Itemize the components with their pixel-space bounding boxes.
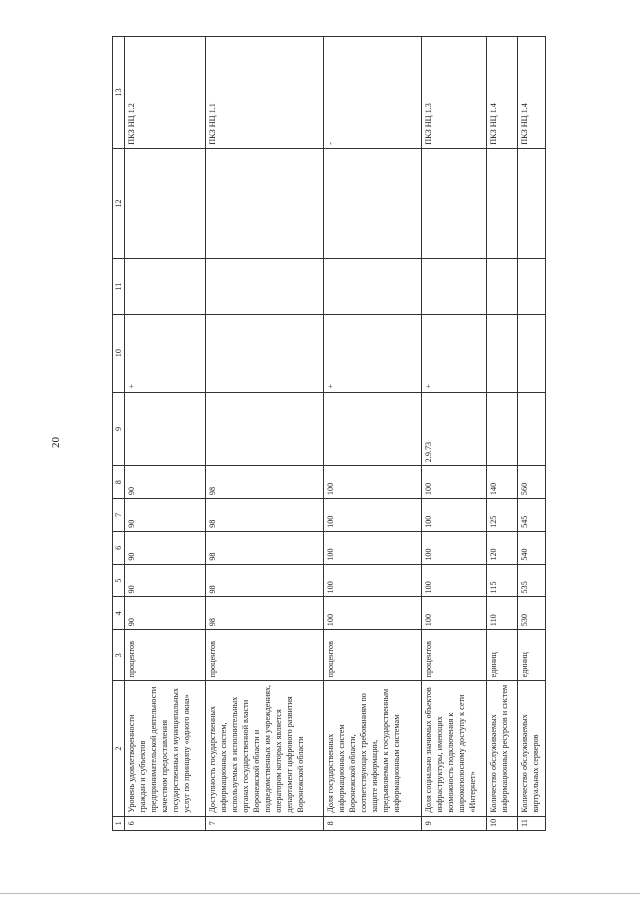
page-number: 20 bbox=[50, 437, 62, 448]
value-cell: 100 bbox=[421, 597, 487, 630]
indicator-name: Доступность государственных информационных систем, используемых в исполнительных органах государственной власти Воронежской области и подведомственных им учреждениях, оператором которых является департамент цифрового развития Воронежской области bbox=[205, 681, 323, 816]
value-cell bbox=[125, 148, 206, 259]
value-cell bbox=[205, 392, 323, 466]
row-number: 7 bbox=[205, 816, 323, 830]
header-cell: 2 bbox=[113, 681, 125, 816]
row-number: 6 bbox=[125, 816, 206, 830]
value-cell: 115 bbox=[487, 564, 517, 597]
value-cell bbox=[125, 259, 206, 314]
value-cell: 90 bbox=[125, 499, 206, 532]
header-cell: 13 bbox=[113, 37, 125, 149]
header-cell: 1 bbox=[113, 816, 125, 830]
value-cell: 140 bbox=[487, 466, 517, 499]
value-cell bbox=[205, 148, 323, 259]
indicator-name: Количество обслуживаемых информационных ресурсов и систем bbox=[487, 681, 517, 816]
table-row bbox=[421, 37, 487, 831]
table-row bbox=[517, 37, 545, 831]
value-cell bbox=[125, 392, 206, 466]
indicator-name: Доля государственных информационных систем Воронежской области, соответствующих требованиям по защите информации, предъявляемым к государственным информационным системам bbox=[323, 681, 421, 816]
code-cell: ПКЗ НЦ 1.2 bbox=[125, 37, 206, 149]
value-cell bbox=[487, 392, 517, 466]
table-row bbox=[323, 37, 421, 831]
value-cell: 540 bbox=[517, 531, 545, 564]
value-cell: + bbox=[323, 314, 421, 392]
value-cell: 545 bbox=[517, 499, 545, 532]
header-cell: 8 bbox=[113, 466, 125, 499]
unit-cell: процентов bbox=[205, 630, 323, 681]
value-cell: 100 bbox=[323, 466, 421, 499]
value-cell: 100 bbox=[421, 499, 487, 532]
code-cell: ПКЗ НЦ 1.3 bbox=[421, 37, 487, 149]
table-row bbox=[205, 37, 323, 831]
unit-cell: процентов bbox=[421, 630, 487, 681]
unit-cell: единиц bbox=[517, 630, 545, 681]
value-cell bbox=[205, 314, 323, 392]
row-number: 9 bbox=[421, 816, 487, 830]
header-cell: 9 bbox=[113, 392, 125, 466]
value-cell: 560 bbox=[517, 466, 545, 499]
value-cell: 100 bbox=[323, 597, 421, 630]
value-cell: 100 bbox=[421, 466, 487, 499]
value-cell: 90 bbox=[125, 531, 206, 564]
indicator-name: Количество обслуживаемых виртуальных серверов bbox=[517, 681, 545, 816]
value-cell bbox=[517, 314, 545, 392]
value-cell bbox=[323, 259, 421, 314]
row-number: 11 bbox=[517, 816, 545, 830]
value-cell bbox=[323, 148, 421, 259]
unit-cell: процентов bbox=[323, 630, 421, 681]
value-cell: 125 bbox=[487, 499, 517, 532]
header-cell: 7 bbox=[113, 499, 125, 532]
header-cell: 4 bbox=[113, 597, 125, 630]
row-number: 8 bbox=[323, 816, 421, 830]
value-cell: 110 bbox=[487, 597, 517, 630]
value-cell: 2.9.73 bbox=[421, 392, 487, 466]
value-cell bbox=[517, 392, 545, 466]
value-cell: 100 bbox=[421, 531, 487, 564]
header-cell: 3 bbox=[113, 630, 125, 681]
value-cell: 535 bbox=[517, 564, 545, 597]
value-cell bbox=[487, 314, 517, 392]
header-cell: 10 bbox=[113, 314, 125, 392]
value-cell: 98 bbox=[205, 597, 323, 630]
value-cell: 98 bbox=[205, 466, 323, 499]
value-cell bbox=[323, 392, 421, 466]
value-cell: 100 bbox=[323, 564, 421, 597]
value-cell bbox=[205, 259, 323, 314]
unit-cell: единиц bbox=[487, 630, 517, 681]
scan-edge-line bbox=[0, 893, 640, 894]
code-cell: ПКЗ НЦ 1.4 bbox=[517, 37, 545, 149]
header-cell: 11 bbox=[113, 259, 125, 314]
value-cell bbox=[517, 259, 545, 314]
value-cell: 90 bbox=[125, 597, 206, 630]
value-cell: 98 bbox=[205, 531, 323, 564]
value-cell: 100 bbox=[323, 531, 421, 564]
indicator-table-sheet bbox=[112, 36, 546, 831]
table-row bbox=[487, 37, 517, 831]
value-cell: 98 bbox=[205, 564, 323, 597]
value-cell: 120 bbox=[487, 531, 517, 564]
value-cell bbox=[517, 148, 545, 259]
value-cell bbox=[487, 148, 517, 259]
indicator-name: Уровень удовлетворенности граждан и субъектов предпринимательской деятельности качеством предоставления государственных и муниципальных услуг по принципу «одного окна» bbox=[125, 681, 206, 816]
value-cell: + bbox=[125, 314, 206, 392]
value-cell: 98 bbox=[205, 499, 323, 532]
value-cell: 530 bbox=[517, 597, 545, 630]
header-cell: 5 bbox=[113, 564, 125, 597]
value-cell: 100 bbox=[421, 564, 487, 597]
value-cell bbox=[421, 148, 487, 259]
value-cell: 90 bbox=[125, 466, 206, 499]
value-cell: + bbox=[421, 314, 487, 392]
header-cell: 6 bbox=[113, 531, 125, 564]
value-cell bbox=[421, 259, 487, 314]
header-row bbox=[113, 37, 125, 831]
indicator-name: Доля социально значимых объектов инфраструктуры, имеющих возможность подключения к широкополосному доступу к сети «Интернет» bbox=[421, 681, 487, 816]
code-cell: - bbox=[323, 37, 421, 149]
value-cell: 90 bbox=[125, 564, 206, 597]
value-cell bbox=[487, 259, 517, 314]
code-cell: ПКЗ НЦ 1.4 bbox=[487, 37, 517, 149]
row-number: 10 bbox=[487, 816, 517, 830]
code-cell: ПКЗ НЦ 1.1 bbox=[205, 37, 323, 149]
table-row bbox=[125, 37, 206, 831]
indicator-table bbox=[112, 36, 546, 831]
header-cell: 12 bbox=[113, 148, 125, 259]
value-cell: 100 bbox=[323, 499, 421, 532]
unit-cell: процентов bbox=[125, 630, 206, 681]
